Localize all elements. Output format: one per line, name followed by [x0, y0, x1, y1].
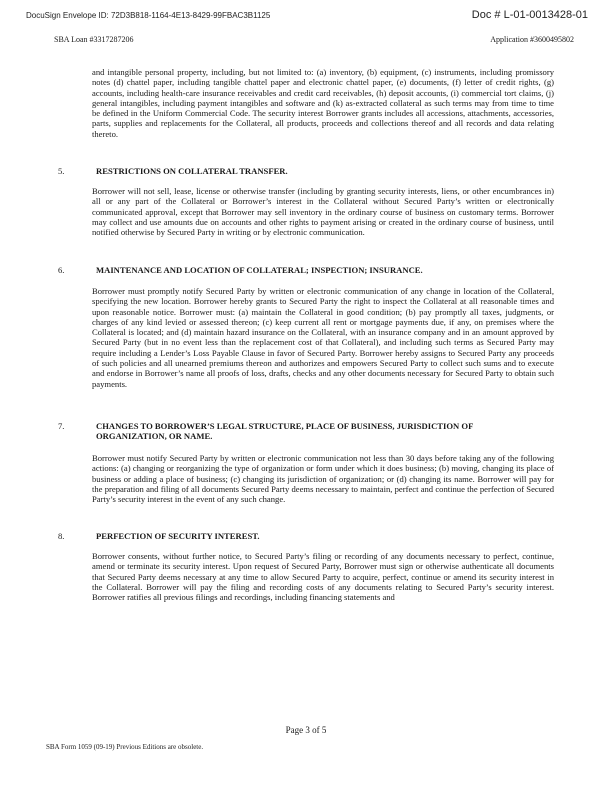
section-7-title: CHANGES TO BORROWER’S LEGAL STRUCTURE, PLACE OF BUSINESS, JURISDICTION OF ORGANIZATION, OR NAME. [96, 421, 474, 442]
section-6-number: 6. [58, 265, 65, 275]
application-number: Application #3600495802 [490, 35, 574, 44]
section-6-text: Borrower must promptly notify Secured Party by written or electronic communication of any change in location of the Collateral, specifying the new location. Borrower hereby grants to Secured Party the right to inspect the Collateral at all reasonable times and upon reasonable notice. Borrower must: (a) maintain the Collateral in good condition; (b) pay promptly all taxes, judgments, or charges of any kind levied or assessed thereon; (c) keep current all rent or mortgage payments due, if any, on premises where the Collateral is located; and (d) maintain hazard insurance on the Collateral, with an insurance company and in an amount approved by Secured Party (but in no event less than the replacement cost of that Collateral), and including such terms as Secured Party may require including a Lender’s Loss Payable Clause in favor of Secured Party. Borrower hereby assigns to Secured Party any proceeds of such policies and all unearned premiums thereon and authorizes and empowers Secured Party to collect such sums and to execute and endorse in Borrower’s name all proofs of loss, drafts, checks and any other documents necessary for Secured Party to obtain such payments. [92, 286, 554, 389]
section-7-number: 7. [58, 421, 65, 431]
intro-paragraph: and intangible personal property, including, but not limited to: (a) inventory, (b) equipment, (c) instruments, including promissory notes (d) chattel paper, including tangible chattel paper and electronic chattel paper, (e) documents, (f) letter of credit rights, (g) accounts, including health-care insurance receivables and credit card receivables, (h) deposit accounts, (i) commercial tort claims, (j) general intangibles, including payment intangibles and software and (k) as-extracted collateral as such terms may from time to time be defined in the Uniform Commercial Code. The security interest Borrower grants includes all accessions, attachments, accessories, parts, supplies and replacements for the Collateral, all products, proceeds and collections thereof and all records and data relating thereto. [92, 67, 554, 139]
section-8-number: 8. [58, 531, 65, 541]
section-8-text: Borrower consents, without further notice, to Secured Party’s filing or recording of any documents necessary to perfect, continue, amend or terminate its security interest. Upon request of Secured Party, Borrower must sign or otherwise authenticate all documents that Secured Party deems necessary at any time to allow Secured Party to acquire, perfect, continue or amend its security interest in the Collateral. Borrower will pay the filing and recording costs of any documents relating to Secured Party’s security interest. Borrower ratifies all previous filings and recordings, including financing statements and [92, 551, 554, 603]
form-note: SBA Form 1059 (09-19) Previous Editions are obsolete. [46, 743, 204, 751]
section-7-text: Borrower must notify Secured Party by written or electronic communication not less than 30 days before taking any of the following actions: (a) changing or reorganizing the type of organization or form under which it does business; (b) moving, changing its place of business or adding a place of business; (c) changing its jurisdiction of organization; or (d) changing its name. Borrower will pay for the preparation and filing of all documents Secured Party deems necessary to maintain, perfect and continue the perfection of Secured Party’s security interest in the event of any such change. [92, 453, 554, 505]
docusign-envelope-id: DocuSign Envelope ID: 72D3B818-1164-4E13-8429-99FBAC3B1125 [26, 11, 271, 20]
page-number: Page 3 of 5 [285, 725, 327, 735]
section-5-number: 5. [58, 166, 65, 176]
section-5-title: RESTRICTIONS ON COLLATERAL TRANSFER. [96, 166, 288, 176]
section-6-title: MAINTENANCE AND LOCATION OF COLLATERAL; INSPECTION; INSURANCE. [96, 265, 423, 275]
document-number: Doc # L-01-0013428-01 [471, 9, 588, 21]
section-8-title: PERFECTION OF SECURITY INTEREST. [96, 531, 260, 541]
sba-loan-number: SBA Loan #3317287206 [54, 35, 134, 44]
section-5-text: Borrower will not sell, lease, license or otherwise transfer (including by granting security interests, liens, or other encumbrances in) all or any part of the Collateral or Borrower’s interest in the Collateral without Secured Party’s written or electronically communicated approval, except that Borrower may sell inventory in the ordinary course of business on customary terms. Borrower may collect and use amounts due on accounts and other rights to payment arising or created in the ordinary course of business, until notified otherwise by Secured Party in writing or by electronic communication. [92, 186, 554, 238]
